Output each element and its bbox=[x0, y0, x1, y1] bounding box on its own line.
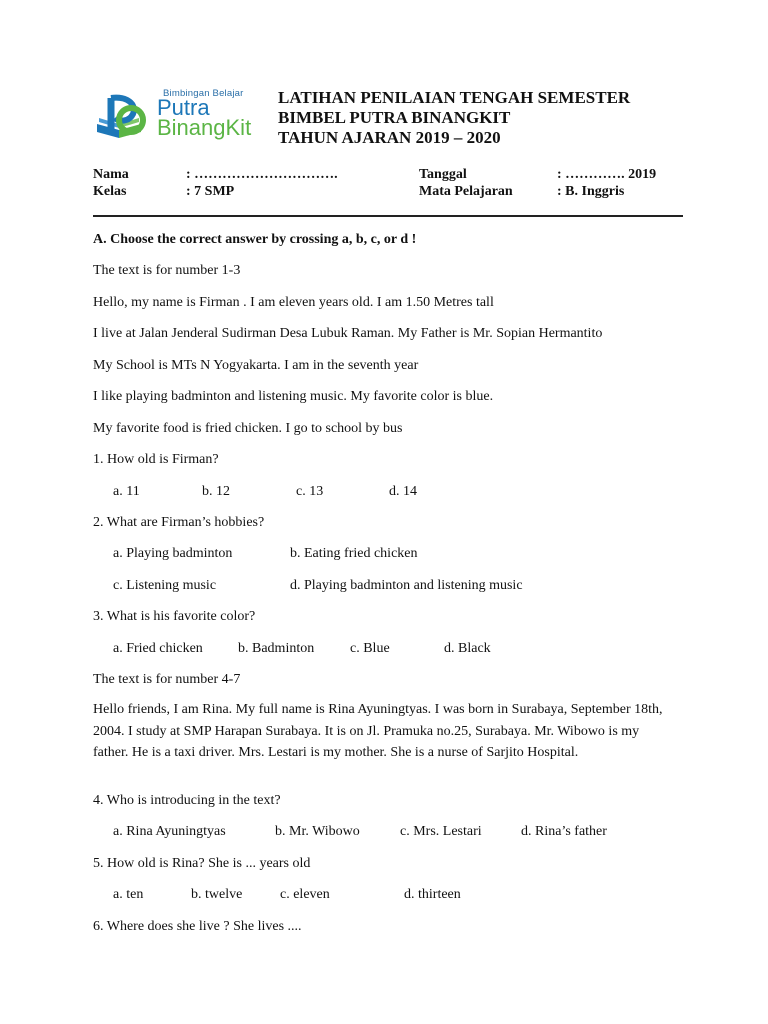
logo-subtitle: Bimbingan Belajar bbox=[163, 88, 244, 99]
book-logo-icon bbox=[93, 88, 157, 144]
q5-option-c[interactable]: c. eleven bbox=[280, 887, 330, 902]
institution-title: BIMBEL PUTRA BINANGKIT bbox=[278, 108, 511, 127]
question-2: 2. What are Firman’s hobbies? bbox=[93, 515, 265, 530]
text1-line: My School is MTs N Yogyakarta. I am in the seventh year bbox=[93, 358, 419, 373]
text1-line: My favorite food is fried chicken. I go to school by bus bbox=[93, 421, 403, 436]
text1-line: I like playing badminton and listening music. My favorite color is blue. bbox=[93, 389, 494, 404]
q3-option-c[interactable]: c. Blue bbox=[350, 641, 390, 656]
q2-option-c[interactable]: c. Listening music bbox=[113, 578, 217, 593]
nama-label: Nama bbox=[93, 167, 129, 182]
logo-name-binangkit: BinangKit bbox=[157, 115, 252, 140]
q1-option-a[interactable]: a. 11 bbox=[113, 484, 140, 499]
header-divider bbox=[93, 215, 683, 217]
q1-option-b[interactable]: b. 12 bbox=[202, 484, 230, 499]
q2-option-d[interactable]: d. Playing badminton and listening music bbox=[290, 578, 523, 593]
mapel-label: Mata Pelajaran bbox=[419, 184, 513, 199]
question-6: 6. Where does she live ? She lives .... bbox=[93, 919, 302, 934]
q3-option-a[interactable]: a. Fried chicken bbox=[113, 641, 203, 656]
question-3: 3. What is his favorite color? bbox=[93, 609, 256, 624]
section-a-instruction: A. Choose the correct answer by crossing a, b, c, or d ! bbox=[93, 232, 417, 247]
text2-paragraph: Hello friends, I am Rina. My full name is Rina Ayuningtyas. I was born in Surabaya, September 18th, 2004. I study at SMP Harapan Surabaya. It is on Jl. Pramuka no.25, Surabaya. Mr. Wibowo is my father. He is a taxi driver. Mrs. Lestari is my mother. She is a nurse of Sarjito Hospital. bbox=[93, 702, 663, 760]
question-4: 4. Who is introducing in the text? bbox=[93, 793, 281, 808]
kelas-label: Kelas bbox=[93, 184, 127, 199]
q4-option-d[interactable]: d. Rina’s father bbox=[521, 824, 607, 839]
q5-option-b[interactable]: b. twelve bbox=[191, 887, 243, 902]
exam-title: LATIHAN PENILAIAN TENGAH SEMESTER bbox=[278, 88, 631, 107]
q1-option-c[interactable]: c. 13 bbox=[296, 484, 324, 499]
question-1: 1. How old is Firman? bbox=[93, 452, 219, 467]
text1-intro: The text is for number 1-3 bbox=[93, 263, 241, 278]
text2-intro: The text is for number 4-7 bbox=[93, 672, 241, 687]
q3-option-d[interactable]: d. Black bbox=[444, 641, 491, 656]
q4-option-c[interactable]: c. Mrs. Lestari bbox=[400, 824, 482, 839]
q4-option-a[interactable]: a. Rina Ayuningtyas bbox=[113, 824, 226, 839]
tanggal-value: : …………. 2019 bbox=[557, 167, 657, 182]
q1-option-d[interactable]: d. 14 bbox=[389, 484, 417, 499]
logo-name-putra: Putra bbox=[157, 95, 210, 120]
q2-option-a[interactable]: a. Playing badminton bbox=[113, 546, 233, 561]
academic-year-title: TAHUN AJARAN 2019 – 2020 bbox=[278, 128, 501, 147]
tanggal-label: Tanggal bbox=[419, 167, 467, 182]
nama-value: : …………………………. bbox=[186, 167, 338, 182]
q2-option-b[interactable]: b. Eating fried chicken bbox=[290, 546, 418, 561]
q4-option-b[interactable]: b. Mr. Wibowo bbox=[275, 824, 360, 839]
q5-option-a[interactable]: a. ten bbox=[113, 887, 144, 902]
logo bbox=[93, 88, 271, 144]
mapel-value: : B. Inggris bbox=[557, 184, 625, 199]
text1-line: I live at Jalan Jenderal Sudirman Desa Lubuk Raman. My Father is Mr. Sopian Hermantito bbox=[93, 326, 603, 341]
q3-option-b[interactable]: b. Badminton bbox=[238, 641, 315, 656]
question-5: 5. How old is Rina? She is ... years old bbox=[93, 856, 311, 871]
kelas-value: : 7 SMP bbox=[186, 184, 235, 199]
text1-line: Hello, my name is Firman . I am eleven years old. I am 1.50 Metres tall bbox=[93, 295, 494, 310]
q5-option-d[interactable]: d. thirteen bbox=[404, 887, 461, 902]
